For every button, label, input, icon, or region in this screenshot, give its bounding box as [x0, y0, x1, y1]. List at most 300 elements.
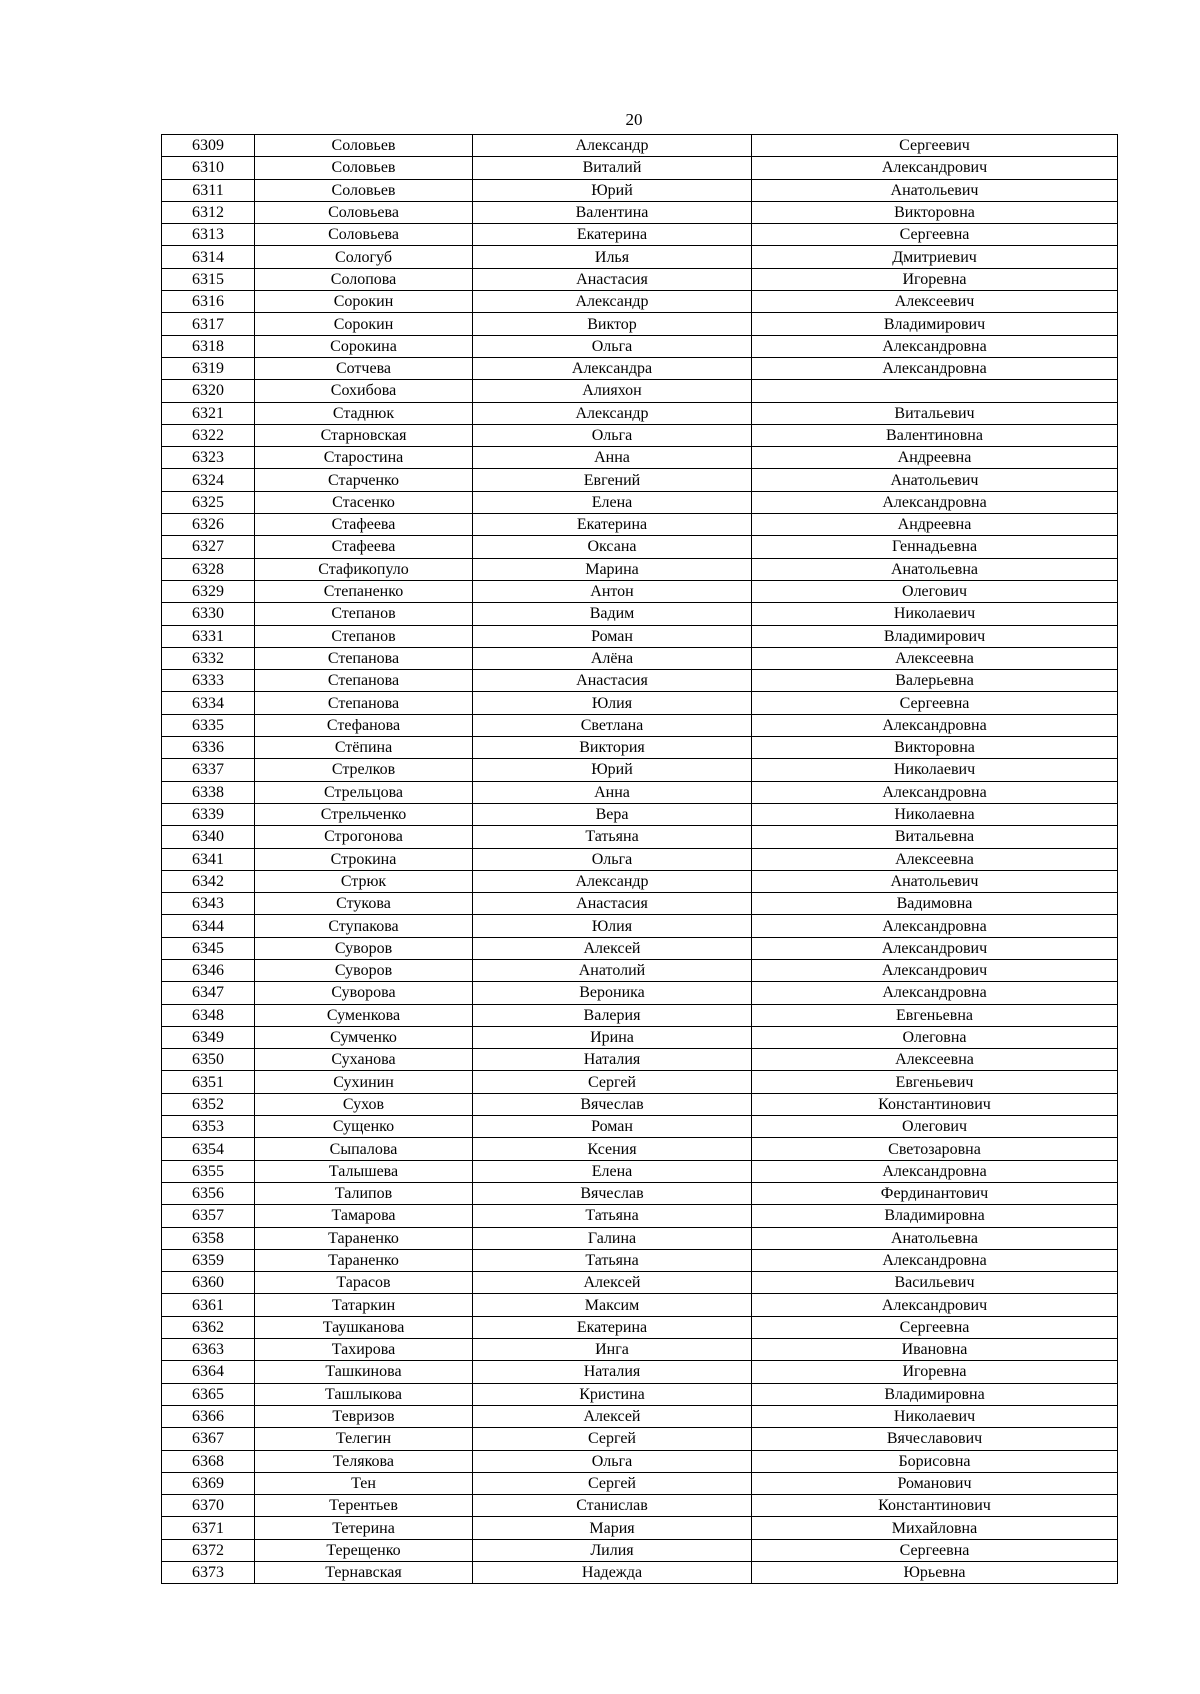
row-number-cell: 6338 [162, 781, 255, 803]
table-row [162, 491, 1118, 513]
row-number-cell: 6360 [162, 1272, 255, 1294]
first-name-cell: Елена [473, 491, 752, 513]
last-name-cell: Старостина [255, 447, 473, 469]
patronymic-cell: Олегович [752, 580, 1118, 602]
last-name-cell: Стафикопуло [255, 558, 473, 580]
table-row [162, 1562, 1118, 1584]
row-number-cell: 6334 [162, 692, 255, 714]
patronymic-cell: Михайловна [752, 1517, 1118, 1539]
row-number-cell: 6356 [162, 1182, 255, 1204]
table-row [162, 1116, 1118, 1138]
patronymic-cell: Витальевна [752, 826, 1118, 848]
row-number-cell: 6336 [162, 737, 255, 759]
first-name-cell: Оксана [473, 536, 752, 558]
last-name-cell: Телякова [255, 1450, 473, 1472]
last-name-cell: Степанов [255, 625, 473, 647]
patronymic-cell: Сергеевна [752, 1316, 1118, 1338]
table-row [162, 1495, 1118, 1517]
first-name-cell: Юлия [473, 692, 752, 714]
patronymic-cell: Сергеевич [752, 135, 1118, 157]
last-name-cell: Тен [255, 1472, 473, 1494]
first-name-cell: Вероника [473, 982, 752, 1004]
patronymic-cell: Валентиновна [752, 424, 1118, 446]
patronymic-cell: Николаевич [752, 759, 1118, 781]
patronymic-cell: Сергеевна [752, 224, 1118, 246]
table-row [162, 224, 1118, 246]
patronymic-cell: Андреевна [752, 447, 1118, 469]
last-name-cell: Ташлыкова [255, 1383, 473, 1405]
first-name-cell: Станислав [473, 1495, 752, 1517]
table-row [162, 803, 1118, 825]
row-number-cell: 6354 [162, 1138, 255, 1160]
first-name-cell: Екатерина [473, 514, 752, 536]
first-name-cell: Валентина [473, 201, 752, 223]
last-name-cell: Суханова [255, 1049, 473, 1071]
first-name-cell: Галина [473, 1227, 752, 1249]
table-row [162, 291, 1118, 313]
patronymic-cell: Анатольевич [752, 179, 1118, 201]
last-name-cell: Суменкова [255, 1004, 473, 1026]
table-row [162, 647, 1118, 669]
row-number-cell: 6342 [162, 870, 255, 892]
row-number-cell: 6343 [162, 893, 255, 915]
patronymic-cell: Николаевич [752, 1405, 1118, 1427]
first-name-cell: Александр [473, 402, 752, 424]
patronymic-cell: Алексеевна [752, 1049, 1118, 1071]
table-row [162, 737, 1118, 759]
table-row [162, 424, 1118, 446]
first-name-cell: Валерия [473, 1004, 752, 1026]
first-name-cell: Анастасия [473, 268, 752, 290]
first-name-cell: Кристина [473, 1383, 752, 1405]
table-row [162, 447, 1118, 469]
row-number-cell: 6361 [162, 1294, 255, 1316]
first-name-cell: Виктория [473, 737, 752, 759]
first-name-cell: Ольга [473, 1450, 752, 1472]
row-number-cell: 6311 [162, 179, 255, 201]
last-name-cell: Сотчева [255, 357, 473, 379]
patronymic-cell: Фердинантович [752, 1182, 1118, 1204]
table-row [162, 893, 1118, 915]
first-name-cell: Татьяна [473, 1249, 752, 1271]
row-number-cell: 6332 [162, 647, 255, 669]
patronymic-cell: Александрович [752, 1294, 1118, 1316]
first-name-cell: Татьяна [473, 826, 752, 848]
first-name-cell: Наталия [473, 1361, 752, 1383]
first-name-cell: Роман [473, 1116, 752, 1138]
patronymic-cell: Игоревна [752, 268, 1118, 290]
row-number-cell: 6335 [162, 714, 255, 736]
table-row [162, 848, 1118, 870]
row-number-cell: 6351 [162, 1071, 255, 1093]
table-row [162, 357, 1118, 379]
last-name-cell: Строкина [255, 848, 473, 870]
first-name-cell: Надежда [473, 1562, 752, 1584]
patronymic-cell: Светозаровна [752, 1138, 1118, 1160]
row-number-cell: 6367 [162, 1428, 255, 1450]
patronymic-cell: Владимирович [752, 625, 1118, 647]
patronymic-cell: Юрьевна [752, 1562, 1118, 1584]
first-name-cell: Светлана [473, 714, 752, 736]
last-name-cell: Тернавская [255, 1562, 473, 1584]
patronymic-cell: Александровна [752, 714, 1118, 736]
patronymic-cell: Олеговна [752, 1026, 1118, 1048]
table-row [162, 268, 1118, 290]
last-name-cell: Терещенко [255, 1539, 473, 1561]
patronymic-cell: Евгеньевна [752, 1004, 1118, 1026]
table-row [162, 1049, 1118, 1071]
last-name-cell: Тевризов [255, 1405, 473, 1427]
first-name-cell: Анна [473, 781, 752, 803]
table-row [162, 1227, 1118, 1249]
last-name-cell: Соловьев [255, 179, 473, 201]
last-name-cell: Строгонова [255, 826, 473, 848]
row-number-cell: 6340 [162, 826, 255, 848]
table-row [162, 603, 1118, 625]
last-name-cell: Тетерина [255, 1517, 473, 1539]
table-row [162, 915, 1118, 937]
table-row [162, 759, 1118, 781]
last-name-cell: Сумченко [255, 1026, 473, 1048]
row-number-cell: 6357 [162, 1205, 255, 1227]
row-number-cell: 6315 [162, 268, 255, 290]
row-number-cell: 6331 [162, 625, 255, 647]
last-name-cell: Стрельченко [255, 803, 473, 825]
patronymic-cell: Дмитриевич [752, 246, 1118, 268]
first-name-cell: Наталия [473, 1049, 752, 1071]
last-name-cell: Татаркин [255, 1294, 473, 1316]
table-row [162, 1249, 1118, 1271]
last-name-cell: Стаднюк [255, 402, 473, 424]
first-name-cell: Анастасия [473, 670, 752, 692]
patronymic-cell: Вадимовна [752, 893, 1118, 915]
last-name-cell: Стасенко [255, 491, 473, 513]
table-row [162, 1472, 1118, 1494]
table-row [162, 1428, 1118, 1450]
table-row [162, 1339, 1118, 1361]
patronymic-cell: Александровна [752, 1160, 1118, 1182]
row-number-cell: 6318 [162, 335, 255, 357]
first-name-cell: Вячеслав [473, 1182, 752, 1204]
patronymic-cell: Геннадьевна [752, 536, 1118, 558]
last-name-cell: Соловьев [255, 135, 473, 157]
first-name-cell: Максим [473, 1294, 752, 1316]
table-row [162, 1160, 1118, 1182]
row-number-cell: 6355 [162, 1160, 255, 1182]
last-name-cell: Таушканова [255, 1316, 473, 1338]
table-row [162, 201, 1118, 223]
first-name-cell: Алексей [473, 1272, 752, 1294]
last-name-cell: Степанова [255, 692, 473, 714]
table-row [162, 1517, 1118, 1539]
table-row [162, 959, 1118, 981]
row-number-cell: 6353 [162, 1116, 255, 1138]
last-name-cell: Солопова [255, 268, 473, 290]
table-row [162, 937, 1118, 959]
patronymic-cell: Валерьевна [752, 670, 1118, 692]
row-number-cell: 6364 [162, 1361, 255, 1383]
table-row [162, 1138, 1118, 1160]
last-name-cell: Стефанова [255, 714, 473, 736]
last-name-cell: Стафеева [255, 514, 473, 536]
patronymic-cell [752, 380, 1118, 402]
table-row [162, 469, 1118, 491]
last-name-cell: Степанова [255, 647, 473, 669]
first-name-cell: Вадим [473, 603, 752, 625]
table-row [162, 670, 1118, 692]
patronymic-cell: Николаевич [752, 603, 1118, 625]
first-name-cell: Роман [473, 625, 752, 647]
first-name-cell: Вячеслав [473, 1093, 752, 1115]
table-row [162, 1294, 1118, 1316]
first-name-cell: Мария [473, 1517, 752, 1539]
patronymic-cell: Владимировна [752, 1205, 1118, 1227]
last-name-cell: Тарасов [255, 1272, 473, 1294]
first-name-cell: Лилия [473, 1539, 752, 1561]
page-number: 20 [625, 110, 643, 129]
row-number-cell: 6358 [162, 1227, 255, 1249]
row-number-cell: 6346 [162, 959, 255, 981]
patronymic-cell: Витальевич [752, 402, 1118, 424]
patronymic-cell: Александровна [752, 1249, 1118, 1271]
row-number-cell: 6324 [162, 469, 255, 491]
table-row [162, 1450, 1118, 1472]
table-row [162, 870, 1118, 892]
first-name-cell: Ирина [473, 1026, 752, 1048]
table-row [162, 982, 1118, 1004]
row-number-cell: 6363 [162, 1339, 255, 1361]
row-number-cell: 6352 [162, 1093, 255, 1115]
row-number-cell: 6317 [162, 313, 255, 335]
table-row [162, 1182, 1118, 1204]
first-name-cell: Александр [473, 870, 752, 892]
row-number-cell: 6372 [162, 1539, 255, 1561]
patronymic-cell: Константинович [752, 1093, 1118, 1115]
first-name-cell: Сергей [473, 1472, 752, 1494]
table-row [162, 1272, 1118, 1294]
row-number-cell: 6314 [162, 246, 255, 268]
row-number-cell: 6333 [162, 670, 255, 692]
patronymic-cell: Александровна [752, 491, 1118, 513]
roster-table [161, 134, 1118, 1584]
table-row [162, 1026, 1118, 1048]
last-name-cell: Сорокин [255, 291, 473, 313]
first-name-cell: Алёна [473, 647, 752, 669]
patronymic-cell: Анатольевна [752, 1227, 1118, 1249]
patronymic-cell: Романович [752, 1472, 1118, 1494]
first-name-cell: Ольга [473, 335, 752, 357]
last-name-cell: Соловьев [255, 157, 473, 179]
row-number-cell: 6370 [162, 1495, 255, 1517]
first-name-cell: Александр [473, 135, 752, 157]
row-number-cell: 6309 [162, 135, 255, 157]
last-name-cell: Тамарова [255, 1205, 473, 1227]
last-name-cell: Тараненко [255, 1227, 473, 1249]
last-name-cell: Сохибова [255, 380, 473, 402]
first-name-cell: Марина [473, 558, 752, 580]
row-number-cell: 6362 [162, 1316, 255, 1338]
first-name-cell: Антон [473, 580, 752, 602]
last-name-cell: Старченко [255, 469, 473, 491]
first-name-cell: Ольга [473, 424, 752, 446]
table-row [162, 1405, 1118, 1427]
first-name-cell: Сергей [473, 1071, 752, 1093]
patronymic-cell: Сергеевна [752, 692, 1118, 714]
table-row [162, 402, 1118, 424]
row-number-cell: 6329 [162, 580, 255, 602]
first-name-cell: Елена [473, 1160, 752, 1182]
first-name-cell: Евгений [473, 469, 752, 491]
table-row [162, 1004, 1118, 1026]
first-name-cell: Юрий [473, 179, 752, 201]
table-row [162, 1361, 1118, 1383]
first-name-cell: Анастасия [473, 893, 752, 915]
row-number-cell: 6313 [162, 224, 255, 246]
first-name-cell: Алексей [473, 1405, 752, 1427]
first-name-cell: Татьяна [473, 1205, 752, 1227]
table-row [162, 313, 1118, 335]
patronymic-cell: Алексеевич [752, 291, 1118, 313]
last-name-cell: Телегин [255, 1428, 473, 1450]
table-row [162, 826, 1118, 848]
patronymic-cell: Александровна [752, 335, 1118, 357]
row-number-cell: 6368 [162, 1450, 255, 1472]
last-name-cell: Стафеева [255, 536, 473, 558]
last-name-cell: Талипов [255, 1182, 473, 1204]
row-number-cell: 6349 [162, 1026, 255, 1048]
table-row [162, 1093, 1118, 1115]
table-row [162, 781, 1118, 803]
table-row [162, 1071, 1118, 1093]
table-row [162, 514, 1118, 536]
table-row [162, 157, 1118, 179]
table-row [162, 536, 1118, 558]
first-name-cell: Анатолий [473, 959, 752, 981]
patronymic-cell: Олегович [752, 1116, 1118, 1138]
row-number-cell: 6347 [162, 982, 255, 1004]
table-row [162, 246, 1118, 268]
patronymic-cell: Вячеславович [752, 1428, 1118, 1450]
row-number-cell: 6350 [162, 1049, 255, 1071]
last-name-cell: Стёпина [255, 737, 473, 759]
first-name-cell: Вера [473, 803, 752, 825]
patronymic-cell: Константинович [752, 1495, 1118, 1517]
patronymic-cell: Александровна [752, 915, 1118, 937]
row-number-cell: 6320 [162, 380, 255, 402]
first-name-cell: Анна [473, 447, 752, 469]
first-name-cell: Алияхон [473, 380, 752, 402]
last-name-cell: Стрелков [255, 759, 473, 781]
table-row [162, 380, 1118, 402]
row-number-cell: 6341 [162, 848, 255, 870]
last-name-cell: Суворов [255, 959, 473, 981]
row-number-cell: 6371 [162, 1517, 255, 1539]
last-name-cell: Сущенко [255, 1116, 473, 1138]
patronymic-cell: Анатольевич [752, 469, 1118, 491]
last-name-cell: Стукова [255, 893, 473, 915]
row-number-cell: 6321 [162, 402, 255, 424]
row-number-cell: 6373 [162, 1562, 255, 1584]
table-row [162, 1539, 1118, 1561]
first-name-cell: Екатерина [473, 1316, 752, 1338]
table-row [162, 558, 1118, 580]
patronymic-cell: Викторовна [752, 201, 1118, 223]
row-number-cell: 6365 [162, 1383, 255, 1405]
table-row [162, 1205, 1118, 1227]
last-name-cell: Стрюк [255, 870, 473, 892]
row-number-cell: 6312 [162, 201, 255, 223]
row-number-cell: 6328 [162, 558, 255, 580]
patronymic-cell: Владимирович [752, 313, 1118, 335]
patronymic-cell: Алексеевна [752, 848, 1118, 870]
first-name-cell: Юрий [473, 759, 752, 781]
row-number-cell: 6310 [162, 157, 255, 179]
first-name-cell: Алексей [473, 937, 752, 959]
last-name-cell: Соловьева [255, 224, 473, 246]
patronymic-cell: Александровна [752, 982, 1118, 1004]
patronymic-cell: Игоревна [752, 1361, 1118, 1383]
last-name-cell: Сыпалова [255, 1138, 473, 1160]
first-name-cell: Илья [473, 246, 752, 268]
patronymic-cell: Владимировна [752, 1383, 1118, 1405]
row-number-cell: 6325 [162, 491, 255, 513]
row-number-cell: 6319 [162, 357, 255, 379]
first-name-cell: Ольга [473, 848, 752, 870]
first-name-cell: Ксения [473, 1138, 752, 1160]
last-name-cell: Соловьева [255, 201, 473, 223]
last-name-cell: Стрельцова [255, 781, 473, 803]
last-name-cell: Степаненко [255, 580, 473, 602]
last-name-cell: Сухинин [255, 1071, 473, 1093]
patronymic-cell: Алексеевна [752, 647, 1118, 669]
last-name-cell: Сологуб [255, 246, 473, 268]
last-name-cell: Ташкинова [255, 1361, 473, 1383]
last-name-cell: Сорокина [255, 335, 473, 357]
table-row [162, 714, 1118, 736]
first-name-cell: Сергей [473, 1428, 752, 1450]
patronymic-cell: Александрович [752, 959, 1118, 981]
patronymic-cell: Анатольевна [752, 558, 1118, 580]
last-name-cell: Тахирова [255, 1339, 473, 1361]
patronymic-cell: Александрович [752, 157, 1118, 179]
last-name-cell: Суворов [255, 937, 473, 959]
first-name-cell: Екатерина [473, 224, 752, 246]
table-row [162, 580, 1118, 602]
roster-table-body [162, 135, 1118, 1584]
last-name-cell: Степанова [255, 670, 473, 692]
table-row [162, 135, 1118, 157]
last-name-cell: Терентьев [255, 1495, 473, 1517]
patronymic-cell: Николаевна [752, 803, 1118, 825]
row-number-cell: 6322 [162, 424, 255, 446]
patronymic-cell: Сергеевна [752, 1539, 1118, 1561]
last-name-cell: Талышева [255, 1160, 473, 1182]
first-name-cell: Александр [473, 291, 752, 313]
table-row [162, 1383, 1118, 1405]
patronymic-cell: Ивановна [752, 1339, 1118, 1361]
last-name-cell: Сухов [255, 1093, 473, 1115]
first-name-cell: Инга [473, 1339, 752, 1361]
first-name-cell: Виталий [473, 157, 752, 179]
table-row [162, 179, 1118, 201]
row-number-cell: 6316 [162, 291, 255, 313]
row-number-cell: 6323 [162, 447, 255, 469]
patronymic-cell: Викторовна [752, 737, 1118, 759]
patronymic-cell: Борисовна [752, 1450, 1118, 1472]
row-number-cell: 6330 [162, 603, 255, 625]
row-number-cell: 6369 [162, 1472, 255, 1494]
row-number-cell: 6326 [162, 514, 255, 536]
